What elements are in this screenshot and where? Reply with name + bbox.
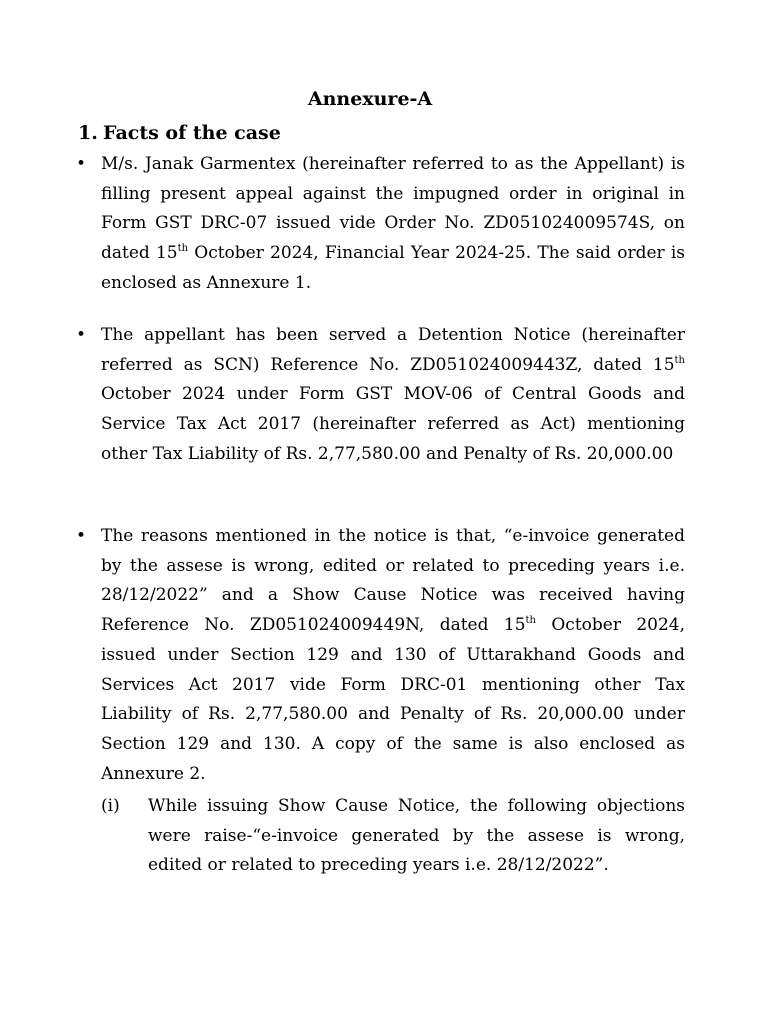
sub-item-1: [101, 792, 685, 881]
bullet-text-part2: October 2024, Financial Year 2024-25. The said order is enclosed as Annexure 1.: [101, 243, 686, 293]
bullet-text-part1: The reasons mentioned in the notice is that, “e-invoice generated by the assese is wrong, edited or related to preceding years i.e. 28/12/2022” and a Show Cause Notice was received having Reference No. ZD051024009449N, dated 15: [101, 526, 685, 636]
bullet-text-part2: October 2024 under Form GST MOV-06 of Central Goods and Service Tax Act 2017 (hereinafter referred as Act) mentioning other Tax Liability of Rs. 2,77,580.00 and Penalty of Rs. 20,000.00: [101, 384, 685, 464]
ordinal-suffix: th: [177, 243, 189, 255]
bullet-paragraph-1: [76, 150, 686, 299]
bullet-paragraph-3: [76, 522, 686, 789]
section-number: 1.: [78, 122, 98, 144]
sub-item-text: While issuing Show Cause Notice, the following objections were raise-“e-invoice generated by the assese is wrong, edited or related to preceding years i.e. 28/12/2022”.: [148, 796, 685, 876]
section-heading-text: Facts of the case: [103, 122, 281, 144]
bullet-paragraph-2: [76, 321, 685, 470]
ordinal-suffix: th: [674, 354, 685, 366]
sub-item-marker: (i): [101, 796, 120, 816]
bullet-icon: •: [76, 154, 87, 174]
bullet-icon: •: [76, 526, 87, 546]
bullet-text-part2: October 2024, issued under Section 129 and 130 of Uttarakhand Goods and Services Act 2017 vide Form DRC-01 mentioning other Tax Liability of Rs. 2,77,580.00 and Penalty of Rs. 20,000.00 under Section 129 and 130. A copy of the same is also enclosed as Annexure 2.: [101, 615, 686, 784]
page-title: Annexure-A: [307, 88, 433, 110]
bullet-icon: •: [76, 325, 87, 345]
section-heading: [78, 120, 281, 146]
bullet-text-part1: M/s. Janak Garmentex (hereinafter referred to as the Appellant) is filling present appeal against the impugned order in original in Form GST DRC-07 issued vide Order No. ZD051024009574S, on dated 15: [101, 154, 685, 264]
bullet-text-part1: The appellant has been served a Detention Notice (hereinafter referred as SCN) Reference No. ZD051024009443Z, dated 15: [101, 325, 685, 375]
ordinal-suffix: th: [525, 615, 536, 627]
